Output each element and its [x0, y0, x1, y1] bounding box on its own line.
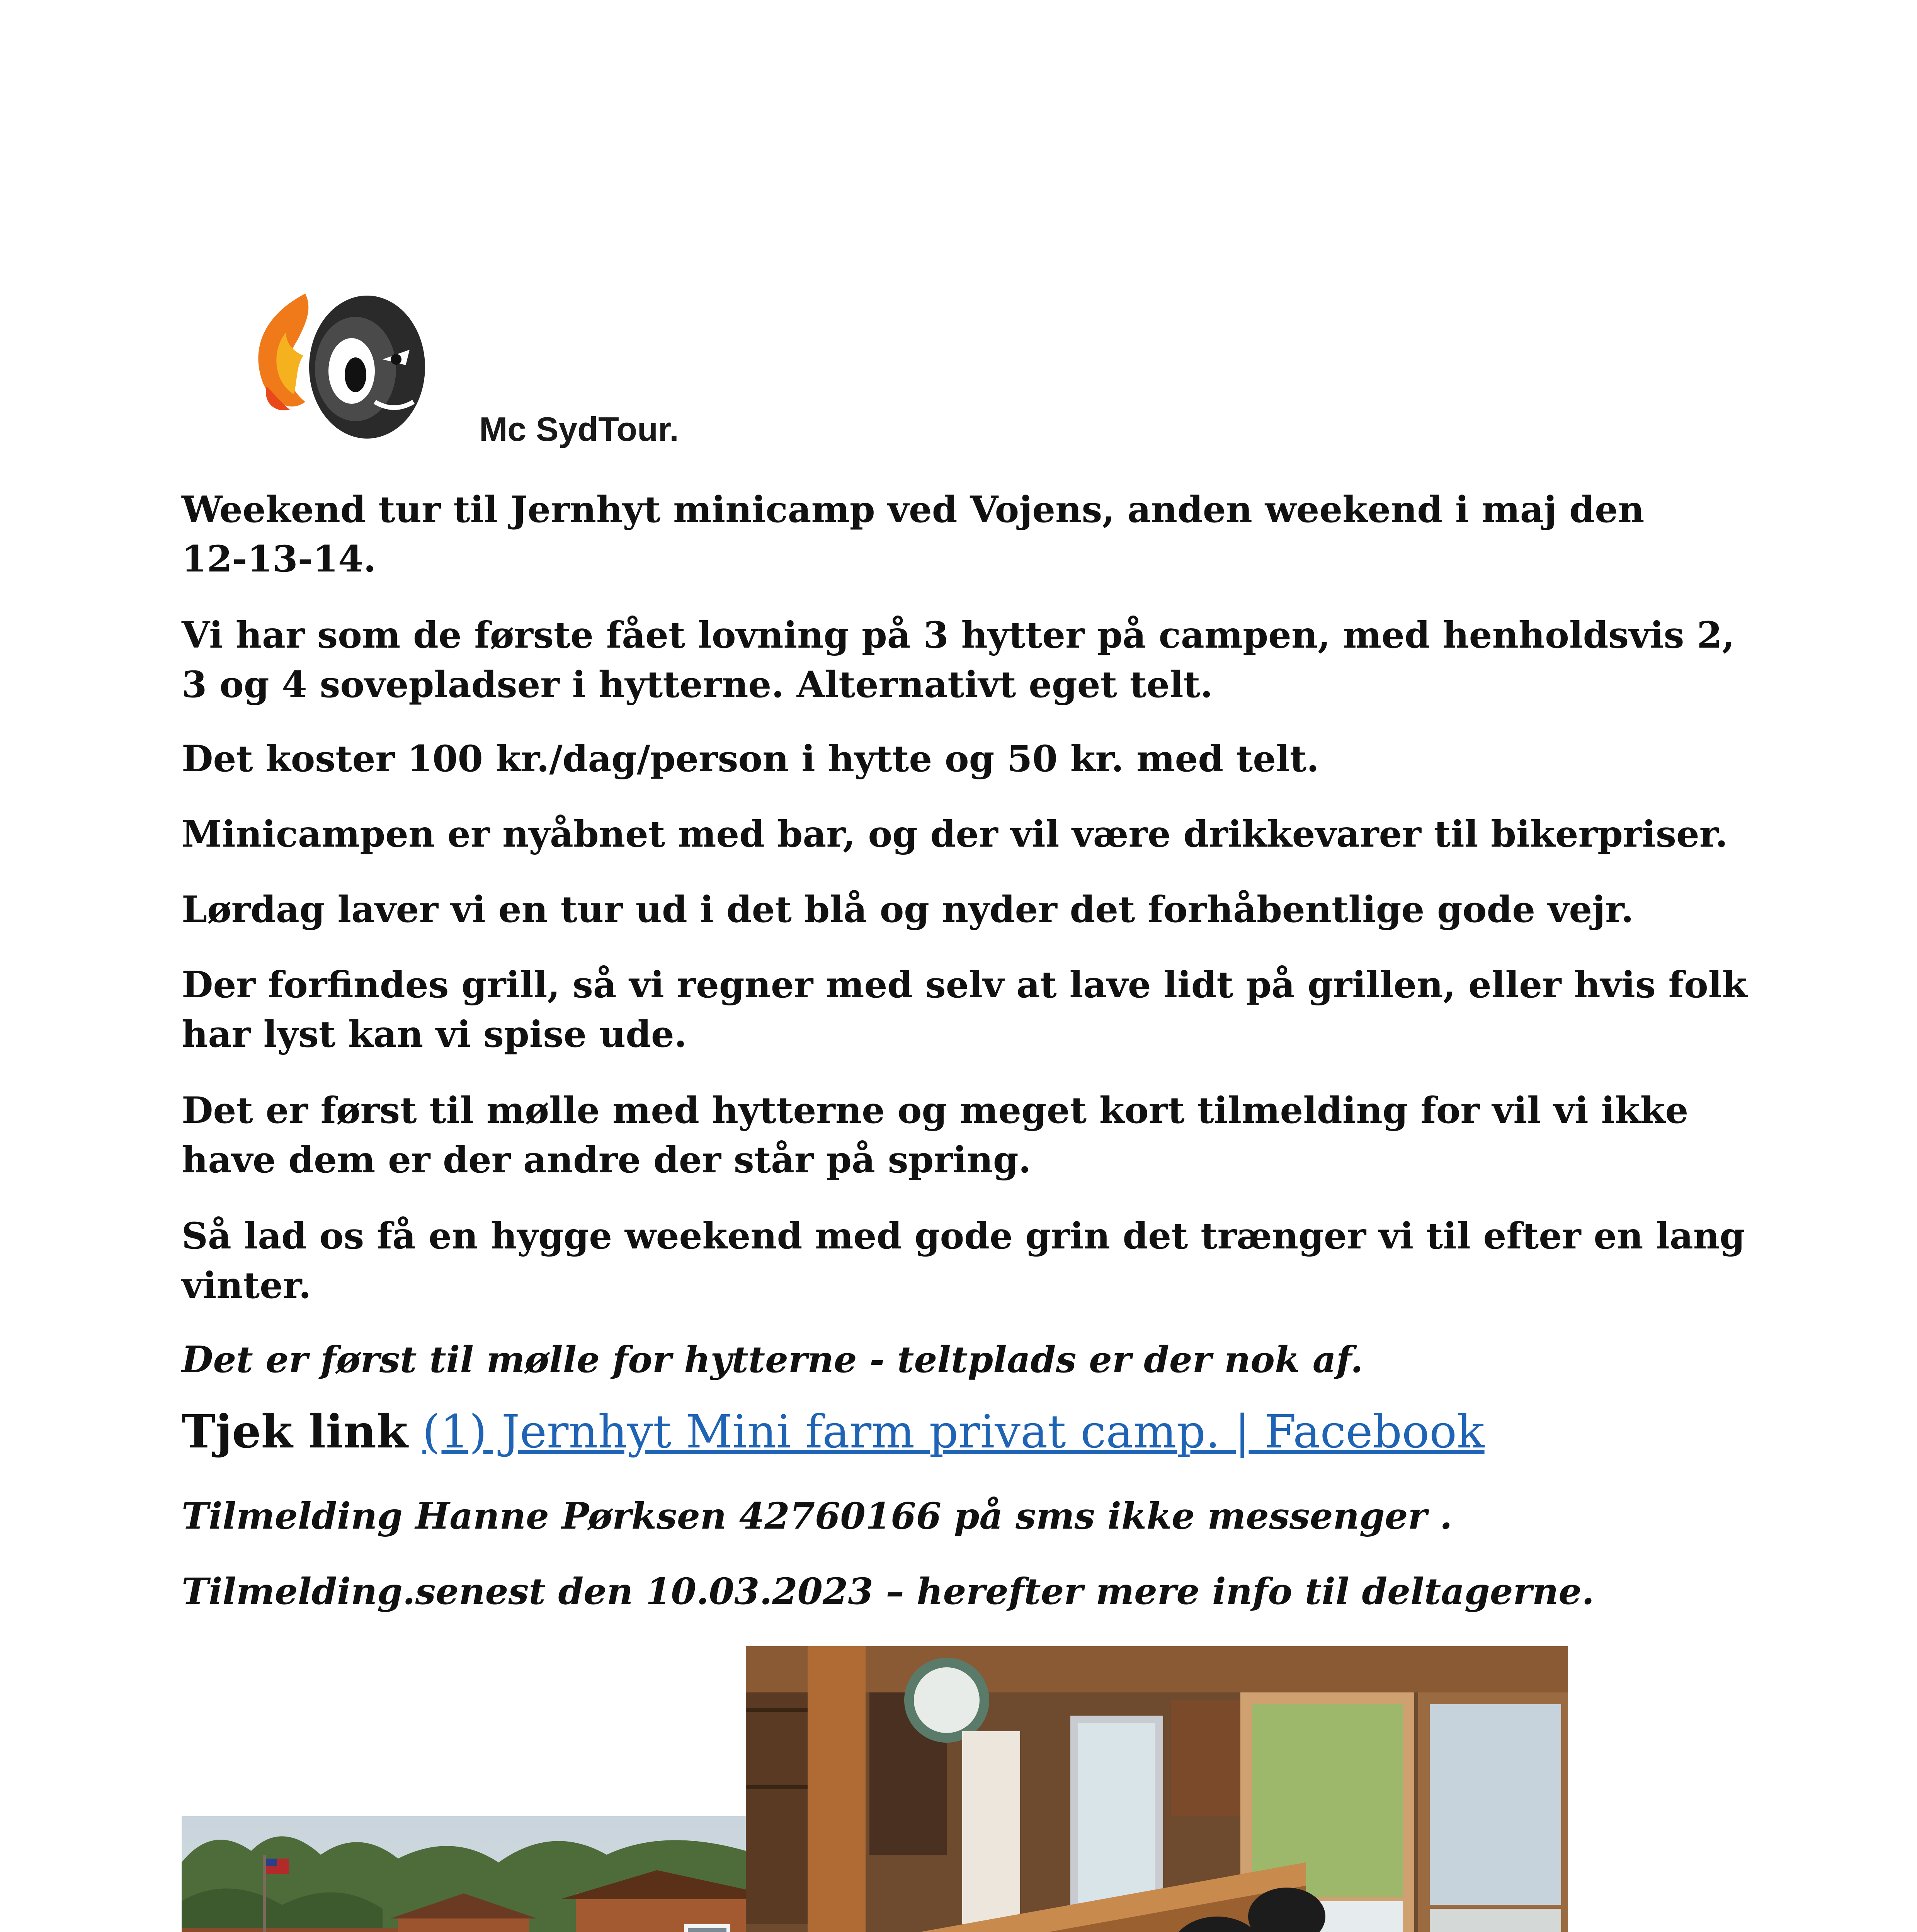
signup-info: Tilmelding Hanne Pørksen 42760166 på sms ikke messenger .: [182, 1495, 1453, 1537]
photo-cabins: [182, 1816, 746, 1932]
paragraph-bar: Minicampen er nyåbnet med bar, og der vil være drikkevarer til bikerpriser.: [182, 813, 1728, 855]
link-label: Tjek link: [182, 1405, 408, 1458]
facebook-link[interactable]: (1) Jernhyt Mini farm privat camp. | Facebook: [422, 1405, 1485, 1458]
note-cabins: Det er først til mølle for hytterne - teltplads er der nok af.: [182, 1338, 1363, 1381]
flaming-tire-icon: [240, 286, 433, 448]
logo: [240, 286, 433, 448]
paragraph-intro: Weekend tur til Jernhyt minicamp ved Vojens, anden weekend i maj den 12-13-14.: [182, 488, 1645, 580]
paragraph-cabins: Vi har som de første fået lovning på 3 hytter på campen, med henholdsvis 2, 3 og 4 sovepladser i hytterne. Alternativt eget telt.: [182, 614, 1735, 706]
paragraph-hygge: Så lad os få en hygge weekend med gode grin det trænger vi til efter en lang vinter.: [182, 1215, 1745, 1307]
paragraph-price: Det koster 100 kr./dag/person i hytte og 50 kr. med telt.: [182, 738, 1319, 780]
org-name: Mc SydTour.: [479, 410, 679, 448]
deadline-info: Tilmelding.senest den 10.03.2023 – herefter mere info til deltagerne.: [182, 1570, 1594, 1613]
photo-bar: [746, 1646, 1568, 1932]
link-line: [182, 1403, 1485, 1461]
paragraph-saturday: Lørdag laver vi en tur ud i det blå og nyder det forhåbentlige gode vejr.: [182, 888, 1634, 931]
paragraph-grill: Der forfindes grill, så vi regner med selv at lave lidt på grillen, eller hvis folk har lyst kan vi spise ude.: [182, 964, 1747, 1056]
paragraph-first-come: Det er først til mølle med hytterne og meget kort tilmelding for vil vi ikke have dem er der andre der står på spring.: [182, 1089, 1689, 1181]
